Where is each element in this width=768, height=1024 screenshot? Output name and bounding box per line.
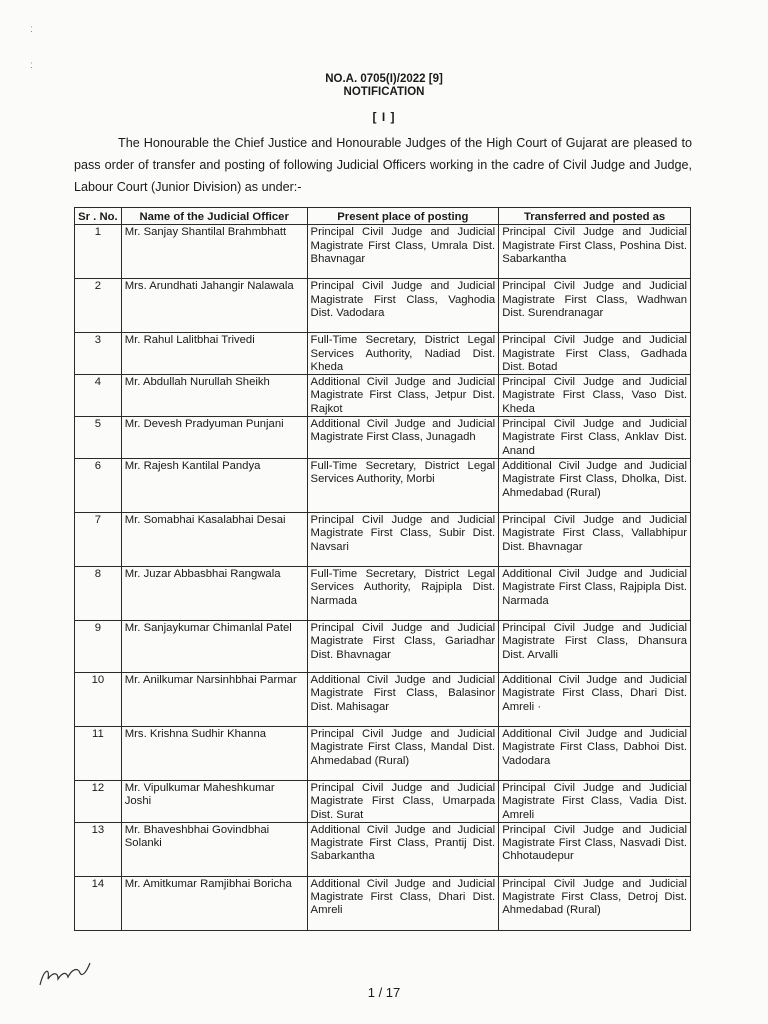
officer-name-cell: Mr. Somabhai Kasalabhai Desai: [121, 512, 307, 566]
transferred-posting-cell: Principal Civil Judge and Judicial Magistrate First Class, Nasvadi Dist. Chhotaudepur: [499, 822, 691, 876]
sr-cell: 13: [75, 822, 122, 876]
present-posting-cell: Principal Civil Judge and Judicial Magistrate First Class, Umarpada Dist. Surat: [307, 780, 499, 822]
table-row: [75, 417, 691, 459]
present-posting-cell: Full-Time Secretary, District Legal Services Authority, Nadiad Dist. Kheda: [307, 333, 499, 375]
transferred-posting-cell: Additional Civil Judge and Judicial Magistrate First Class, Dhari Dist. Amreli ·: [499, 672, 691, 726]
page-number: 1 / 17: [367, 985, 401, 1000]
transferred-posting-cell: Principal Civil Judge and Judicial Magistrate First Class, Detroj Dist. Ahmedabad (Rural): [499, 876, 691, 930]
present-posting-cell: Additional Civil Judge and Judicial Magistrate First Class, Prantij Dist. Sabarkantha: [307, 822, 499, 876]
notification-title: NOTIFICATION: [343, 86, 425, 98]
sr-cell: 3: [75, 333, 122, 375]
table-row: [75, 822, 691, 876]
sr-cell: 10: [75, 672, 122, 726]
sr-cell: 8: [75, 566, 122, 620]
officer-name-cell: Mr. Bhaveshbhai Govindbhai Solanki: [121, 822, 307, 876]
transferred-posting-cell: Additional Civil Judge and Judicial Magistrate First Class, Dholka, Dist. Ahmedabad (Rural): [499, 458, 691, 512]
present-posting-cell: Principal Civil Judge and Judicial Magistrate First Class, Mandal Dist. Ahmedabad (Rural): [307, 726, 499, 780]
officer-name-cell: Mr. Rajesh Kantilal Pandya: [121, 458, 307, 512]
officer-name-cell: Mrs. Krishna Sudhir Khanna: [121, 726, 307, 780]
table-body: [75, 225, 691, 931]
present-posting-cell: Additional Civil Judge and Judicial Magistrate First Class, Jetpur Dist. Rajkot: [307, 375, 499, 417]
present-posting-cell: Additional Civil Judge and Judicial Magistrate First Class, Balasinor Dist. Mahisagar: [307, 672, 499, 726]
intro-text: The Honourable the Chief Justice and Honourable Judges of the High Court of Gujarat are pleased to pass order of transfer and posting of following Judicial Officers working in the cadre of Civil Judge and Judge, Labour Court (Junior Division) as under:-: [74, 136, 692, 194]
sr-cell: 2: [75, 279, 122, 333]
transferred-posting-cell: Principal Civil Judge and Judicial Magistrate First Class, Dhansura Dist. Arvalli: [499, 620, 691, 672]
sr-cell: 6: [75, 458, 122, 512]
officer-name-cell: Mr. Rahul Lalitbhai Trivedi: [121, 333, 307, 375]
present-posting-cell: Principal Civil Judge and Judicial Magistrate First Class, Gariadhar Dist. Bhavnagar: [307, 620, 499, 672]
table-row: [75, 620, 691, 672]
margin-mark: ː: [30, 60, 33, 71]
transfer-table: [74, 207, 691, 931]
table-row: [75, 512, 691, 566]
table-header-row: [75, 208, 691, 225]
present-posting-cell: Full-Time Secretary, District Legal Services Authority, Morbi: [307, 458, 499, 512]
table-row: [75, 458, 691, 512]
table-row: [75, 375, 691, 417]
table-row: [75, 876, 691, 930]
officer-name-cell: Mr. Abdullah Nurullah Sheikh: [121, 375, 307, 417]
table-row: [75, 333, 691, 375]
sr-cell: 7: [75, 512, 122, 566]
present-posting-cell: Principal Civil Judge and Judicial Magistrate First Class, Umrala Dist. Bhavnagar: [307, 225, 499, 279]
sr-cell: 1: [75, 225, 122, 279]
transferred-posting-cell: Principal Civil Judge and Judicial Magistrate First Class, Poshina Dist. Sabarkantha: [499, 225, 691, 279]
table-row: [75, 780, 691, 822]
officer-name-cell: Mr. Sanjay Shantilal Brahmbhatt: [121, 225, 307, 279]
col-header-present: Present place of posting: [307, 208, 499, 225]
col-header-transferred: Transferred and posted as: [499, 208, 691, 225]
transferred-posting-cell: Principal Civil Judge and Judicial Magistrate First Class, Anklav Dist. Anand: [499, 417, 691, 459]
table-row: [75, 672, 691, 726]
officer-name-cell: Mr. Vipulkumar Maheshkumar Joshi: [121, 780, 307, 822]
sr-cell: 4: [75, 375, 122, 417]
table-row: [75, 566, 691, 620]
col-header-sr: Sr . No.: [75, 208, 122, 225]
present-posting-cell: Principal Civil Judge and Judicial Magistrate First Class, Subir Dist. Navsari: [307, 512, 499, 566]
sr-cell: 5: [75, 417, 122, 459]
officer-name-cell: Mr. Devesh Pradyuman Punjani: [121, 417, 307, 459]
present-posting-cell: Full-Time Secretary, District Legal Services Authority, Rajpipla Dist. Narmada: [307, 566, 499, 620]
section-marker: [ I ]: [372, 110, 396, 124]
transferred-posting-cell: Principal Civil Judge and Judicial Magistrate First Class, Vallabhipur Dist. Bhavnagar: [499, 512, 691, 566]
margin-mark: ː: [30, 24, 33, 35]
officer-name-cell: Mr. Sanjaykumar Chimanlal Patel: [121, 620, 307, 672]
reference-number: NO.A. 0705(I)/2022 [9]: [325, 73, 443, 85]
transferred-posting-cell: Principal Civil Judge and Judicial Magistrate First Class, Vaso Dist. Kheda: [499, 375, 691, 417]
present-posting-cell: Principal Civil Judge and Judicial Magistrate First Class, Vaghodia Dist. Vadodara: [307, 279, 499, 333]
officer-name-cell: Mr. Amitkumar Ramjibhai Boricha: [121, 876, 307, 930]
transferred-posting-cell: Principal Civil Judge and Judicial Magistrate First Class, Gadhada Dist. Botad: [499, 333, 691, 375]
transferred-posting-cell: Principal Civil Judge and Judicial Magistrate First Class, Vadia Dist. Amreli: [499, 780, 691, 822]
sr-cell: 11: [75, 726, 122, 780]
officer-name-cell: Mrs. Arundhati Jahangir Nalawala: [121, 279, 307, 333]
table-row: [75, 225, 691, 279]
transferred-posting-cell: Additional Civil Judge and Judicial Magistrate First Class, Rajpipla Dist. Narmada: [499, 566, 691, 620]
present-posting-cell: Additional Civil Judge and Judicial Magistrate First Class, Dhari Dist. Amreli: [307, 876, 499, 930]
transferred-posting-cell: Additional Civil Judge and Judicial Magistrate First Class, Dabhoi Dist. Vadodara: [499, 726, 691, 780]
sr-cell: 14: [75, 876, 122, 930]
table-row: [75, 726, 691, 780]
col-header-name: Name of the Judicial Officer: [121, 208, 307, 225]
officer-name-cell: Mr. Juzar Abbasbhai Rangwala: [121, 566, 307, 620]
intro-paragraph: [74, 132, 692, 198]
officer-name-cell: Mr. Anilkumar Narsinhbhai Parmar: [121, 672, 307, 726]
transferred-posting-cell: Principal Civil Judge and Judicial Magistrate First Class, Wadhwan Dist. Surendranagar: [499, 279, 691, 333]
sr-cell: 12: [75, 780, 122, 822]
table-row: [75, 279, 691, 333]
present-posting-cell: Additional Civil Judge and Judicial Magistrate First Class, Junagadh: [307, 417, 499, 459]
sr-cell: 9: [75, 620, 122, 672]
